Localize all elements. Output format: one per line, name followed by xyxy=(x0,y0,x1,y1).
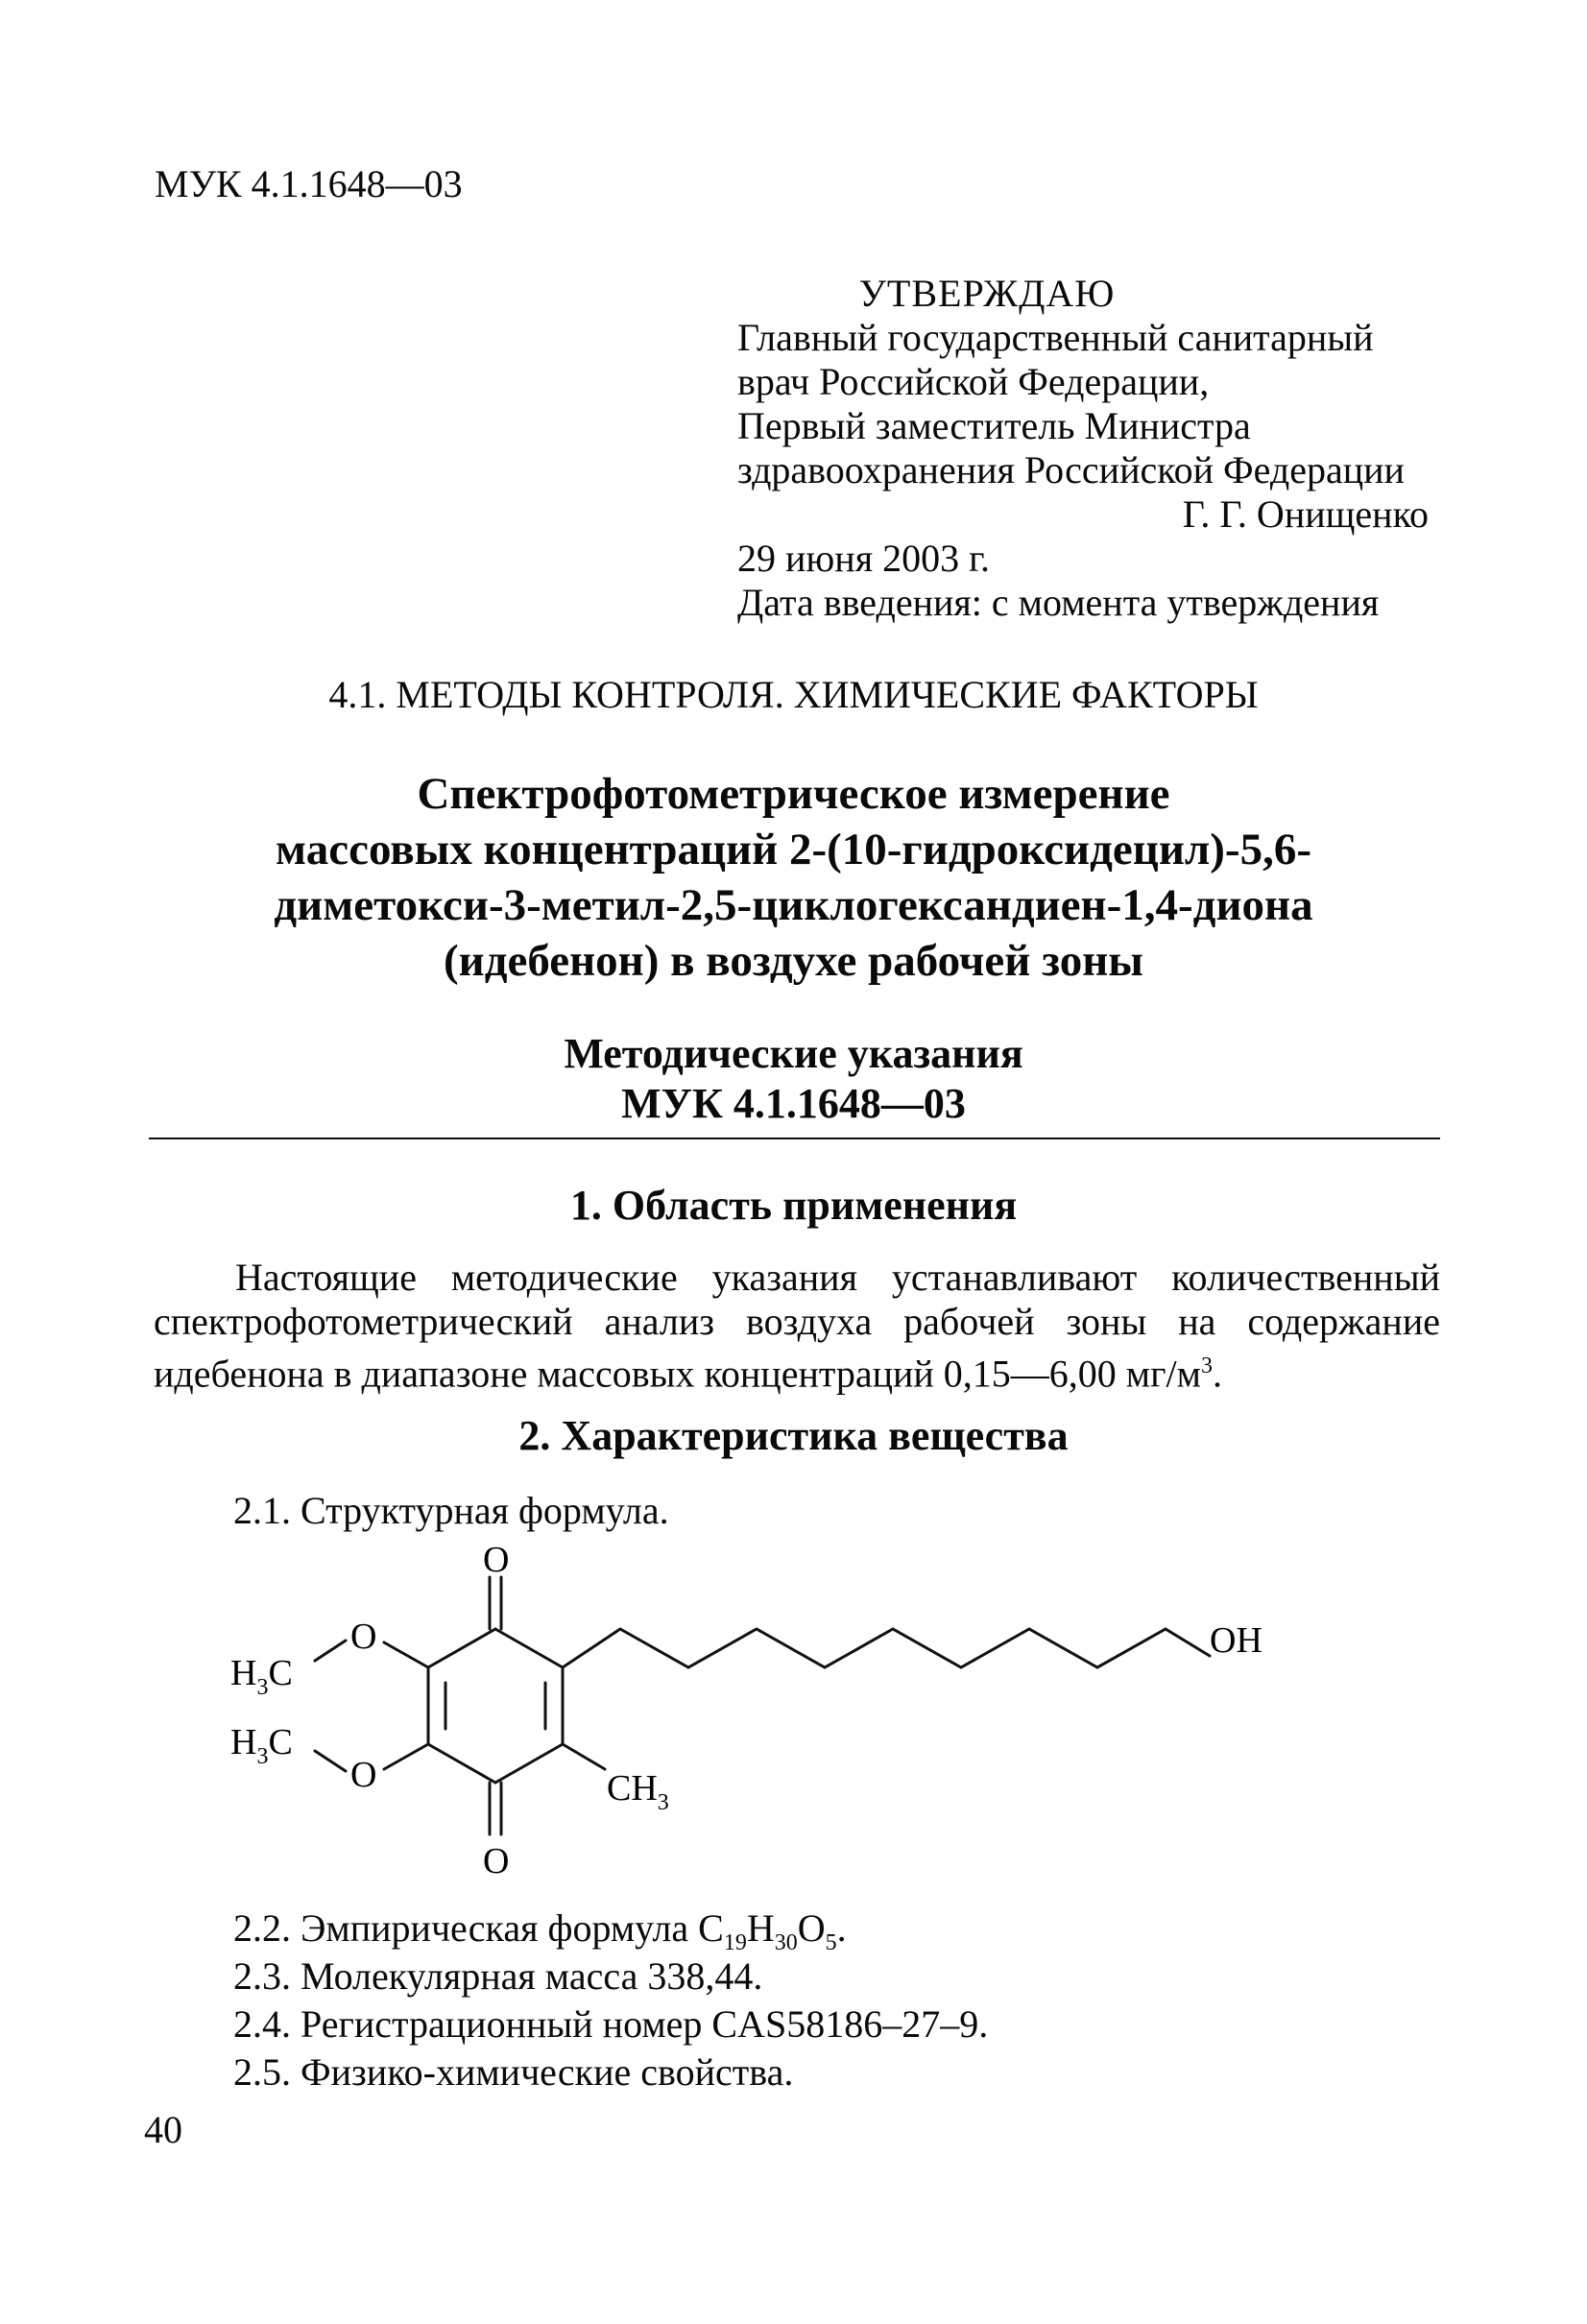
item-2-3: 2.3. Молекулярная масса 338,44. xyxy=(233,1954,763,1998)
title-line: диметокси-3-метил-2,5-циклогександиен-1,4-диона xyxy=(274,880,1313,930)
item-2-2: 2.2. Эмпирическая формула $C_{19}H_{30}O_5$. xyxy=(233,1906,847,1955)
bond xyxy=(428,1744,495,1783)
ring-bonds xyxy=(315,1577,1210,1834)
decyl-chain xyxy=(563,1629,1210,1667)
subtitle-line: Методические указания xyxy=(564,1030,1023,1077)
subtitle-code: МУК 4.1.1648—03 xyxy=(621,1080,966,1127)
atom-o-top: O xyxy=(483,1540,510,1580)
methoxy-bond xyxy=(384,1744,428,1769)
approval-line: Главный государственный санитарный xyxy=(737,316,1374,359)
document-title xyxy=(144,766,1443,989)
approval-line: здравоохранения Российской Федерации xyxy=(737,448,1405,491)
methyl-group-top: $H_3C$ xyxy=(230,1653,293,1700)
document-code: МУК 4.1.1648—03 xyxy=(155,162,463,205)
approval-signer: Г. Г. Онищенко xyxy=(1182,492,1429,536)
approval-block xyxy=(737,272,1448,625)
methyl-group-bottom: $H_3C$ xyxy=(230,1722,293,1769)
bond xyxy=(495,1744,563,1783)
page-number: 40 xyxy=(144,2108,182,2151)
unit-superscript: 3 xyxy=(1200,1354,1213,1378)
methyl-bond xyxy=(563,1744,605,1769)
section-1-text: Настоящие методические указания устанавливают количественный спектрофотометрический анализ воздуха рабочей зоны на содержание идебенона в диапазоне массовых концентраций 0,15—6,00 мг/м xyxy=(154,1256,1440,1396)
methoxy-bond xyxy=(315,1751,346,1771)
methoxy-bond xyxy=(384,1642,428,1667)
methyl-group-ring: $CH_3$ xyxy=(607,1768,669,1815)
document-subtitle xyxy=(144,1029,1443,1129)
section-1-heading: 1. Область применения xyxy=(569,1182,1018,1229)
approval-line: врач Российской Федерации, xyxy=(737,360,1210,403)
title-line: массовых концентраций 2-(10-гидроксидецил)-5,6- xyxy=(276,825,1311,874)
methoxy-bond xyxy=(315,1641,346,1661)
structural-formula xyxy=(211,1531,1421,1896)
bond xyxy=(495,1629,563,1667)
approval-effective: Дата введения: с момента утверждения xyxy=(737,581,1380,624)
approval-title: УТВЕРЖДАЮ xyxy=(858,272,1116,315)
bond xyxy=(428,1629,495,1667)
section-2-heading: 2. Характеристика вещества xyxy=(518,1412,1069,1459)
section-1-end: . xyxy=(1212,1352,1222,1396)
atom-o-bottom: O xyxy=(483,1841,510,1881)
title-line: (идебенон) в воздухе рабочей зоны xyxy=(443,936,1143,986)
horizontal-rule xyxy=(149,1138,1440,1139)
title-line: Спектрофотометрическое измерение xyxy=(417,769,1170,819)
approval-date: 29 июня 2003 г. xyxy=(737,537,990,580)
atom-o-methoxy-top: O xyxy=(350,1617,377,1657)
item-2-4: 2.4. Регистрационный номер CAS58186–27–9. xyxy=(233,2002,989,2046)
approval-line: Первый заместитель Министра xyxy=(737,404,1251,447)
atom-o-methoxy-bottom: O xyxy=(350,1755,377,1795)
section-title: 4.1. МЕТОДЫ КОНТРОЛЯ. ХИМИЧЕСКИЕ ФАКТОРЫ xyxy=(328,673,1259,716)
hydroxyl-group: OH xyxy=(1210,1620,1262,1661)
item-2-1: 2.1. Структурная формула. xyxy=(233,1489,669,1532)
section-1-paragraph xyxy=(154,1256,1440,1396)
item-2-5: 2.5. Физико-химические свойства. xyxy=(233,2050,794,2094)
